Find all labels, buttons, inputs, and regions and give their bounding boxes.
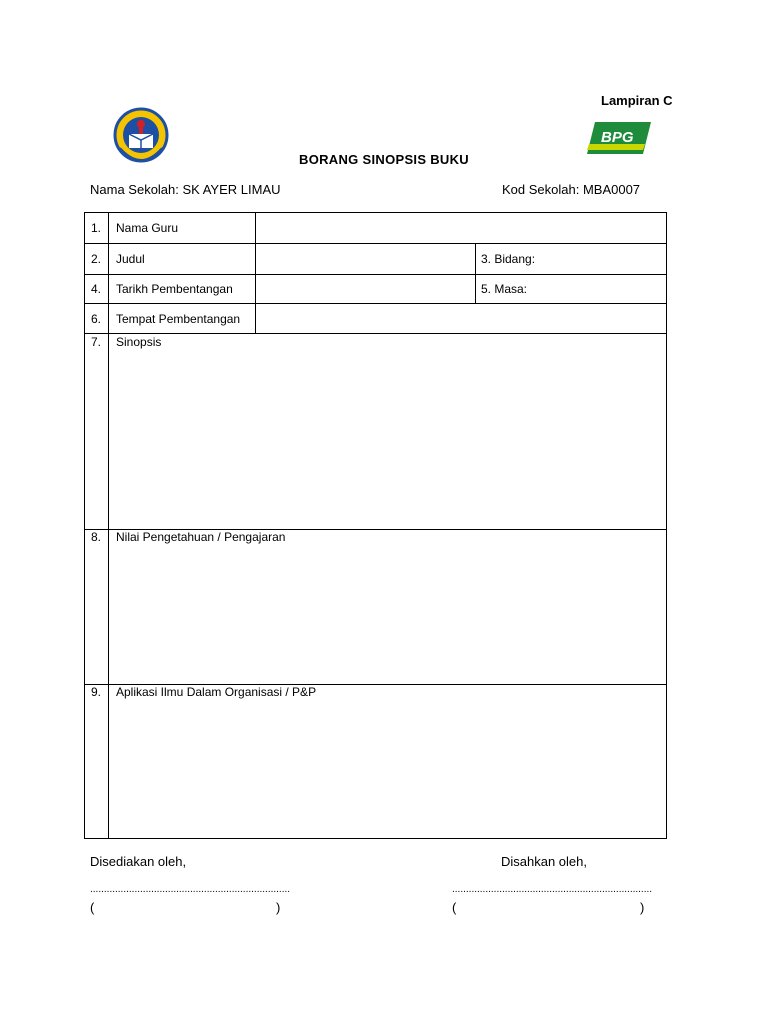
field-label-tarikh: Tarikh Pembentangan — [116, 282, 233, 296]
approved-name-open-paren: ( — [452, 900, 457, 915]
sinopsis-textarea[interactable] — [109, 353, 666, 529]
nilai-textarea[interactable] — [109, 548, 666, 684]
attachment-label: Lampiran C — [601, 93, 673, 108]
prepared-name-open-paren: ( — [90, 900, 95, 915]
field-label-tempat: Tempat Pembentangan — [116, 312, 241, 326]
approved-name-input[interactable] — [462, 900, 636, 918]
school-name: Nama Sekolah: SK AYER LIMAU — [90, 182, 281, 197]
prepared-by-label: Disediakan oleh, — [90, 854, 187, 869]
synopsis-form — [84, 212, 667, 839]
judul-input[interactable] — [256, 244, 475, 274]
field-label-aplikasi: Aplikasi Ilmu Dalam Organisasi / P&P — [116, 685, 317, 699]
row-number: 6. — [91, 312, 102, 326]
approved-signature-line: ........................................................................ — [452, 884, 653, 895]
field-label-nilai: Nilai Pengetahuan / Pengajaran — [116, 530, 286, 544]
prepared-name-close-paren: ) — [276, 900, 281, 915]
school-code: Kod Sekolah: MBA0007 — [502, 182, 641, 197]
bpg-logo-text: BPG — [601, 129, 634, 146]
field-label-judul: Judul — [116, 252, 145, 266]
row-number: 9. — [91, 685, 102, 699]
row-number: 4. — [91, 282, 102, 296]
field-label-bidang: 3. Bidang: — [481, 252, 536, 266]
field-label-nama-guru: Nama Guru — [116, 221, 179, 235]
approved-by-label: Disahkan oleh, — [501, 854, 587, 869]
nama-guru-input[interactable] — [256, 213, 666, 243]
approved-name-close-paren: ) — [640, 900, 645, 915]
row-number: 2. — [91, 252, 102, 266]
row-number: 8. — [91, 530, 102, 544]
prepared-name-input[interactable] — [100, 900, 272, 918]
tarikh-input[interactable] — [256, 275, 475, 303]
row-number: 7. — [91, 335, 102, 349]
field-label-sinopsis: Sinopsis — [116, 335, 162, 349]
form-title: BORANG SINOPSIS BUKU — [299, 152, 469, 167]
row-number: 1. — [91, 221, 102, 235]
tempat-input[interactable] — [256, 304, 666, 333]
prepared-signature-line: ........................................................................ — [90, 884, 291, 895]
aplikasi-textarea[interactable] — [109, 703, 666, 838]
field-label-masa: 5. Masa: — [481, 282, 528, 296]
